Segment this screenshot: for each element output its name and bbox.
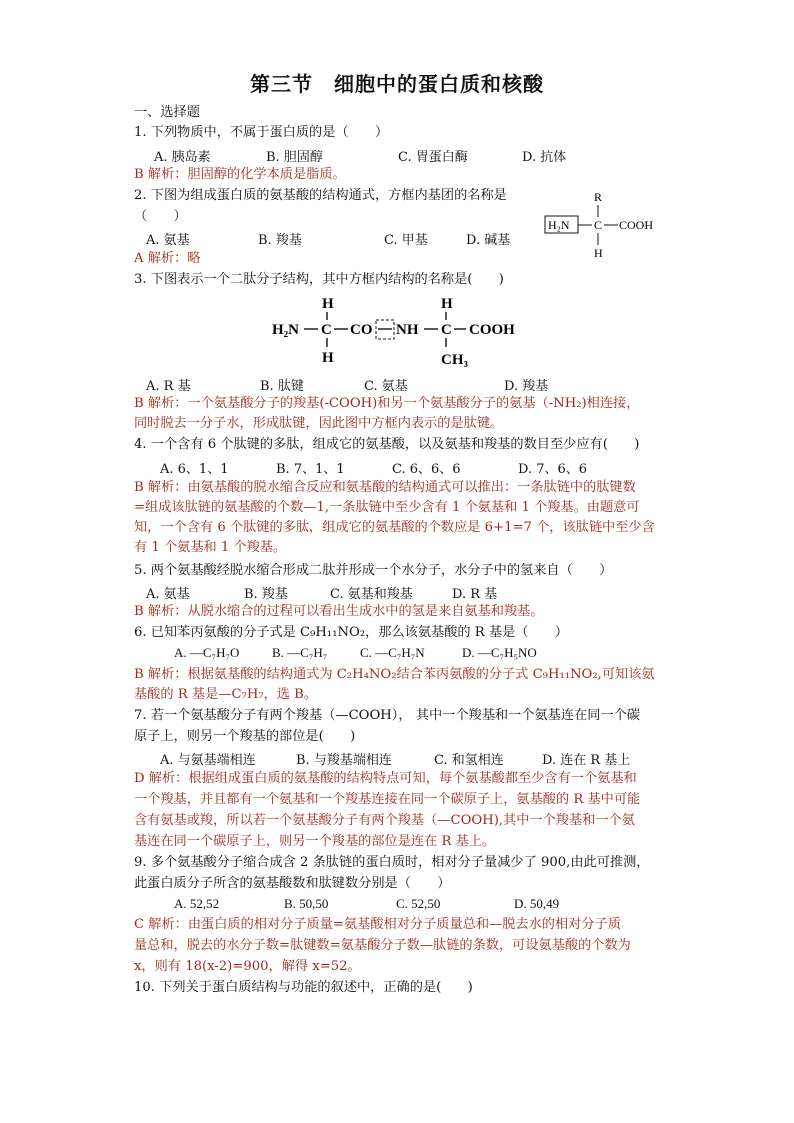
q7-answer-line-1: D 解析：根据组成蛋白质的氨基酸的结构特点可知，每个氨基酸都至少含有一个氨基和: [134, 771, 637, 786]
q1-answer: B 解析：胆固醇的化学本质是脂质。: [134, 167, 346, 182]
question-9-stem-line-1: 9. 多个氨基酸分子缩合成含 2 条肽链的蛋白质时，相对分子量减少了 900,由此可推测，: [134, 855, 650, 870]
q9-answer-line-1: C 解析：由蛋白质的相对分子质量=氨基酸相对分子质量总和—脱去水的相对分子质: [134, 917, 621, 932]
question-5-stem: 5. 两个氨基酸经脱水缩合形成二肽并形成一个水分子，水分子中的氢来自（ ）: [134, 563, 613, 578]
q7-option-d: D. 连在 R 基上: [542, 753, 631, 768]
question-3-stem: 3. 下图表示一个二肽分子结构，其中方框内结构的名称是( ): [134, 272, 504, 287]
fig-h-top-1: H: [322, 296, 334, 312]
q5-option-b: B. 羧基: [244, 587, 288, 602]
fig-r-group: R: [594, 190, 603, 204]
q7-answer-line-2: 一个羧基，并且都有一个氨基和一个羧基连接在同一个碳原子上，氨基酸的 R 基中可能: [134, 792, 641, 807]
q9-option-d: D. 50,49: [514, 896, 560, 911]
question-1-stem: 1. 下列物质中，不属于蛋白质的是（ ）: [134, 125, 389, 140]
q1-option-d: D. 抗体: [522, 150, 567, 165]
q1-option-a: A. 胰岛素: [154, 150, 211, 165]
q5-option-d: D. R 基: [452, 587, 498, 602]
fig-c-2: C: [441, 322, 452, 338]
q4-option-a: A. 6、1、1: [160, 462, 229, 477]
q2-option-a: A. 氨基: [146, 233, 190, 248]
fig-co: CO: [350, 322, 373, 338]
q6-answer-line-2: 基酸的 R 基是—C₇H₇，选 B。: [134, 687, 318, 702]
fig-h2n: H₂N: [272, 322, 299, 338]
q4-answer-line-3: 知，一个含有 6 个肽键的多肽，组成它的氨基酸的个数应是 6+1=7 个，该肽链中至少含: [134, 520, 655, 535]
q9-answer-line-2: 量总和，脱去的水分子数=肽键数=氨基酸分子数—肽链的条数，可设氨基酸的个数为: [134, 938, 631, 953]
q3-option-c: C. 氨基: [364, 379, 408, 394]
amino-acid-structure-figure: [540, 184, 670, 264]
fig-ch3: CH₃: [441, 352, 468, 368]
fig-cooh: COOH: [469, 322, 515, 338]
question-10-stem: 10. 下列关于蛋白质结构与功能的叙述中，正确的是( ): [134, 980, 473, 995]
q4-answer-line-4: 有 1 个氨基和 1 个羧基。: [134, 540, 287, 555]
fig-h-top-2: H: [441, 296, 453, 312]
q4-answer-line-1: B 解析：由氨基酸的脱水缩合反应和氨基酸的结构通式可以推出：一条肽链中的肽键数: [134, 480, 636, 495]
q9-answer-line-3: x，则有 18(x-2)=900，解得 x=52。: [134, 959, 361, 974]
fig-nh: NH: [396, 322, 419, 338]
q4-option-d: D. 7、6、6: [518, 462, 588, 477]
q9-option-a: A. 52,52: [174, 896, 220, 911]
q2-option-d: D. 碱基: [466, 233, 511, 248]
fig-c-1: C: [321, 322, 332, 338]
fig-carbon: C: [594, 218, 603, 232]
question-2-stem-cont: （ ）: [134, 209, 187, 224]
page-title: 第三节 细胞中的蛋白质和核酸: [250, 72, 544, 96]
q6-option-d: D. —C₇H₅NO: [462, 645, 537, 660]
q3-option-b: B. 肽键: [260, 379, 304, 394]
q6-option-c: C. —C₇H₇N: [360, 645, 425, 660]
q1-option-b: B. 胆固醇: [266, 150, 323, 165]
q1-option-c: C. 胃蛋白酶: [398, 150, 468, 165]
q6-answer-line-1: B 解析：根据氨基酸的结构通式为 C₂H₄NO₂结合苯丙氨酸的分子式 C₉H₁₁NO₂,可知该氨: [134, 667, 655, 682]
q7-answer-line-3: 含有氨基或羧，所以若一个氨基酸分子有两个羧基（—COOH),其中一个羧基和一个氨: [134, 813, 635, 828]
question-2-stem: 2. 下图为组成蛋白质的氨基酸的结构通式，方框内基团的名称是: [134, 188, 507, 203]
q7-answer-line-4: 基连在同一个碳原子上，则另一个羧基的部位是连在 R 基上。: [134, 834, 496, 849]
q7-option-b: B. 与羧基端相连: [296, 753, 392, 768]
fig-amino-group: H₂N: [548, 218, 570, 232]
fig-h-bottom: H: [322, 350, 334, 366]
section-heading: 一、选择题: [134, 105, 200, 120]
q5-option-c: C. 氨基和羧基: [330, 587, 413, 602]
fig-hydrogen: H: [594, 246, 603, 260]
q7-option-a: A. 与氨基端相连: [160, 753, 256, 768]
q5-option-a: A. 氨基: [146, 587, 190, 602]
q3-option-a: A. R 基: [146, 379, 191, 394]
q6-option-a: A. —C₇H₇O: [174, 645, 240, 660]
q6-option-b: B. —C₇H₇: [272, 645, 328, 660]
q4-answer-line-2: =组成该肽链的氨基酸的个数—1,一条肽链中至少含有 1 个氨基和 1 个羧基。由题意可: [134, 500, 640, 515]
q2-answer: A 解析：略: [134, 251, 201, 266]
q2-option-b: B. 羧基: [258, 233, 302, 248]
q5-answer: B 解析：从脱水缩合的过程可以看出生成水中的氢是来自氨基和羧基。: [134, 604, 544, 619]
q4-option-b: B. 7、1、1: [276, 462, 345, 477]
q4-option-c: C. 6、6、6: [392, 462, 461, 477]
question-9-stem-line-2: 此蛋白质分子所含的氨基酸数和肽键数分别是（ ）: [134, 876, 451, 891]
question-7-stem-line-2: 原子上，则另一个羧基的部位是( ): [134, 729, 356, 744]
dipeptide-structure-figure: [268, 292, 528, 372]
question-6-stem: 6. 已知苯丙氨酸的分子式是 C₉H₁₁NO₂，那么该氨基酸的 R 基是（ ）: [134, 625, 569, 640]
q9-option-b: B. 50,50: [284, 896, 329, 911]
question-4-stem: 4. 一个含有 6 个肽键的多肽，组成它的氨基酸，以及氨基和羧基的数目至少应有( ): [134, 437, 640, 452]
q2-option-c: C. 甲基: [384, 233, 428, 248]
q7-option-c: C. 和氢相连: [434, 753, 504, 768]
q3-answer-line-1: B 解析：一个氨基酸分子的羧基(-COOH)和另一个氨基酸分子的氨基（-NH₂)相连接，: [134, 396, 640, 411]
q9-option-c: C. 52,50: [396, 896, 441, 911]
q3-option-d: D. 羧基: [504, 379, 549, 394]
fig-carboxyl: COOH: [619, 218, 654, 232]
question-7-stem-line-1: 7. 若一个氨基酸分子有两个羧基（—COOH）， 其中一个羧基和一个氨基连在同一个碳: [134, 708, 640, 723]
q3-answer-line-2: 同时脱去一分子水，形成肽键，因此图中方框内表示的是肽键。: [134, 416, 504, 431]
